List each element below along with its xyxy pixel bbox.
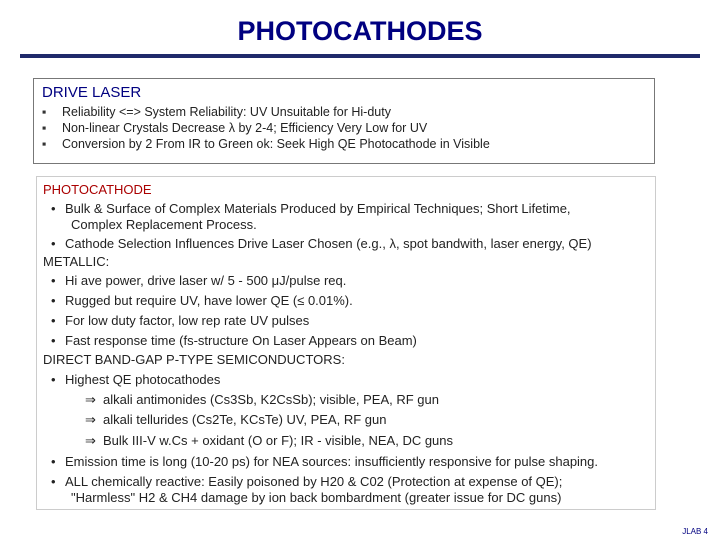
bullet-icon: • [51,474,56,489]
list-item-text: Conversion by 2 From IR to Green ok: Seek High QE Photocathode in Visible [62,137,490,151]
page-title: PHOTOCATHODES [237,16,483,46]
list-item [42,136,490,152]
square-bullet-icon: ▪ [42,137,47,151]
implies-arrow-icon: ⇒ [85,392,96,407]
list-item [51,372,220,388]
list-item [51,201,571,217]
list-item [51,293,353,309]
list-item-text: Highest QE photocathodes [65,372,221,387]
bullet-icon: • [51,454,56,469]
list-item [51,236,592,252]
bullet-icon: • [51,236,56,251]
drive-laser-heading: DRIVE LASER [42,84,142,101]
slide-footer: JLAB 4 [682,527,708,536]
list-item [51,454,598,470]
bullet-icon: • [51,372,56,387]
list-item-text: Hi ave power, drive laser w/ 5 - 500 μJ/pulse req. [65,273,347,288]
drive-laser-list [42,104,490,152]
sub-list-item [85,433,453,449]
list-item [51,273,346,289]
bullet-icon: • [51,273,56,288]
list-item-text: Rugged but require UV, have lower QE (≤ 0.01%). [65,293,353,308]
bullet-icon: • [51,201,56,216]
list-item-text: Emission time is long (10-20 ps) for NEA sources: insufficiently responsive for pulse shaping. [65,454,599,469]
list-item-text: Bulk & Surface of Complex Materials Produced by Empirical Techniques; Short Lifetime, [65,201,571,216]
bullet-icon: • [51,333,56,348]
list-item-text: For low duty factor, low rep rate UV pulses [65,313,310,328]
sub-list-item-text: alkali antimonides (Cs3Sb, K2CsSb); visible, PEA, RF gun [103,392,439,407]
semiconductors-heading: DIRECT BAND-GAP P-TYPE SEMICONDUCTORS: [43,352,345,367]
metallic-heading: METALLIC: [43,254,110,269]
sub-list-item-text: Bulk III-V w.Cs + oxidant (O or F); IR - visible, NEA, DC guns [103,433,454,448]
square-bullet-icon: ▪ [42,121,47,135]
list-item [42,104,490,120]
drive-laser-box [33,78,655,164]
list-item [51,474,562,490]
bullet-icon: • [51,313,56,328]
photocathode-heading: PHOTOCATHODE [43,182,152,197]
list-item [51,313,309,329]
photocathode-box [36,176,656,510]
list-item-text: Reliability <=> System Reliability: UV Unsuitable for Hi-duty [62,105,391,119]
title-rule [20,54,700,58]
list-item-text: ALL chemically reactive: Easily poisoned by H20 & C02 (Protection at expense of QE); [65,474,563,489]
list-item [42,120,490,136]
sub-list-item [85,412,386,428]
list-item-text: Cathode Selection Influences Drive Laser Chosen (e.g., λ, spot bandwith, laser energy, QE) [65,236,592,251]
list-item-text: Fast response time (fs-structure On Laser Appears on Beam) [65,333,417,348]
square-bullet-icon: ▪ [42,105,47,119]
implies-arrow-icon: ⇒ [85,412,96,427]
list-item-continuation: "Harmless" H2 & CH4 damage by ion back bombardment (greater issue for DC guns) [71,490,562,505]
implies-arrow-icon: ⇒ [85,433,96,448]
list-item [51,333,417,349]
sub-list-item [85,392,439,408]
bullet-icon: • [51,293,56,308]
sub-list-item-text: alkali tellurides (Cs2Te, KCsTe) UV, PEA, RF gun [103,412,387,427]
list-item-text: Non-linear Crystals Decrease λ by 2-4; Efficiency Very Low for UV [62,121,428,135]
list-item-continuation: Complex Replacement Process. [71,217,257,232]
